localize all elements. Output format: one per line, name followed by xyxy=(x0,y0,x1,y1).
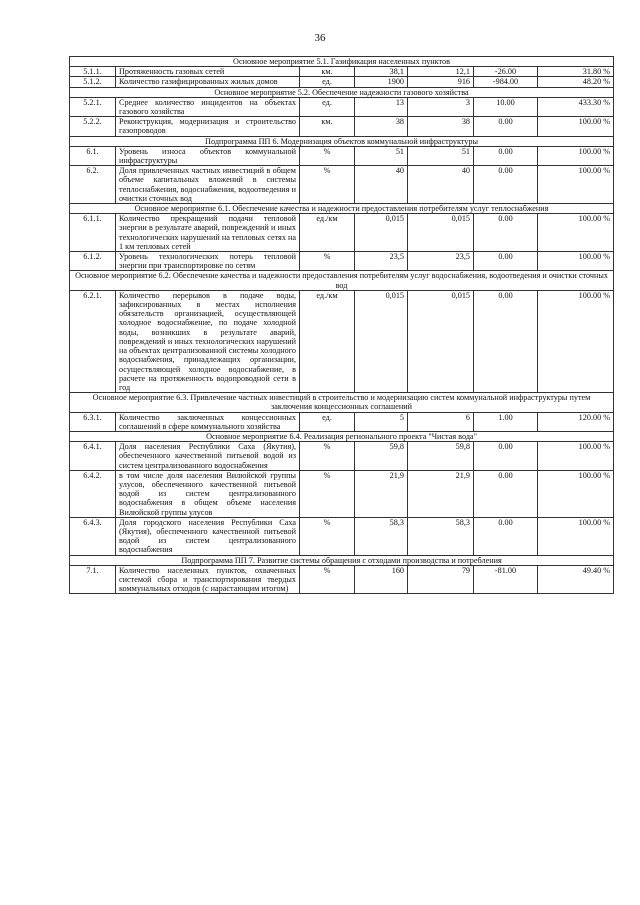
indicator-number: 6.2.1. xyxy=(70,290,116,392)
actual-value: 6 xyxy=(408,412,474,431)
section-title: Основное мероприятие 5.1. Газификация населенных пунктов xyxy=(70,57,614,67)
deviation-value: 0.00 xyxy=(474,290,538,392)
unit-of-measure: % xyxy=(300,252,355,271)
completion-percent: 48.20 % xyxy=(538,77,614,87)
actual-value: 40 xyxy=(408,166,474,204)
actual-value: 79 xyxy=(408,565,474,594)
actual-value: 58,3 xyxy=(408,517,474,555)
indicator-number: 5.1.2. xyxy=(70,77,116,87)
indicator-name: Среднее количество инцидентов на объектах газового хозяйства xyxy=(116,97,300,116)
completion-percent: 100.00 % xyxy=(538,470,614,517)
section-title: Подпрограмма ПП 7. Развитие системы обращения с отходами производства и потребления xyxy=(70,555,614,565)
indicator-number: 5.2.2. xyxy=(70,117,116,136)
table-row xyxy=(70,97,614,116)
deviation-value: -984.00 xyxy=(474,77,538,87)
unit-of-measure: ед./км xyxy=(300,290,355,392)
unit-of-measure: % xyxy=(300,517,355,555)
deviation-value: 1.00 xyxy=(474,412,538,431)
deviation-value: -81.00 xyxy=(474,565,538,594)
actual-value: 916 xyxy=(408,77,474,87)
table-row xyxy=(70,77,614,87)
indicator-number: 6.1.2. xyxy=(70,252,116,271)
deviation-value: 0.00 xyxy=(474,166,538,204)
indicator-name: Протяженность газовых сетей xyxy=(116,67,300,77)
section-header-row xyxy=(70,204,614,214)
completion-percent: 100.00 % xyxy=(538,146,614,165)
planned-value: 58,3 xyxy=(355,517,408,555)
unit-of-measure: % xyxy=(300,470,355,517)
unit-of-measure: % xyxy=(300,442,355,471)
planned-value: 40 xyxy=(355,166,408,204)
actual-value: 12,1 xyxy=(408,67,474,77)
completion-percent: 100.00 % xyxy=(538,166,614,204)
section-header-row xyxy=(70,87,614,97)
completion-percent: 31.80 % xyxy=(538,67,614,77)
section-title: Основное мероприятие 6.3. Привлечение частных инвестиций в строительство и модернизацию систем коммунальной инфраструктуры путем заключения концессионных соглашений xyxy=(70,393,614,412)
indicator-number: 5.1.1. xyxy=(70,67,116,77)
table-row xyxy=(70,517,614,555)
section-title: Основное мероприятие 6.2. Обеспечение качества и надежности предоставления потребителям услуг водоснабжения, водоотведения и очистки сточных вод xyxy=(70,271,614,290)
deviation-value: 0.00 xyxy=(474,214,538,252)
unit-of-measure: ед. xyxy=(300,77,355,87)
table-row xyxy=(70,470,614,517)
planned-value: 5 xyxy=(355,412,408,431)
table-row xyxy=(70,146,614,165)
completion-percent: 100.00 % xyxy=(538,517,614,555)
actual-value: 23,5 xyxy=(408,252,474,271)
section-header-row xyxy=(70,136,614,146)
deviation-value: -26.00 xyxy=(474,67,538,77)
indicator-number: 7.1. xyxy=(70,565,116,594)
indicator-number: 6.4.1. xyxy=(70,442,116,471)
indicator-name: Уровень износа объектов коммунальной инфраструктуры xyxy=(116,146,300,165)
table-row xyxy=(70,290,614,392)
indicator-name: Доля привлеченных частных инвестиций в общем объеме капитальных вложений в системы теплоснабжения, водоснабжения, водоотведения и очистки сточных вод xyxy=(116,166,300,204)
table-row xyxy=(70,214,614,252)
indicator-name: Реконструкция, модернизация и строительство газопроводов xyxy=(116,117,300,136)
completion-percent: 100.00 % xyxy=(538,290,614,392)
indicator-number: 6.1.1. xyxy=(70,214,116,252)
deviation-value: 0.00 xyxy=(474,470,538,517)
deviation-value: 0.00 xyxy=(474,517,538,555)
completion-percent: 100.00 % xyxy=(538,252,614,271)
planned-value: 38 xyxy=(355,117,408,136)
unit-of-measure: % xyxy=(300,565,355,594)
deviation-value: 10.00 xyxy=(474,97,538,116)
section-title: Основное мероприятие 5.2. Обеспечение надежности газового хозяйства xyxy=(70,87,614,97)
planned-value: 23,5 xyxy=(355,252,408,271)
indicators-table xyxy=(69,56,614,594)
planned-value: 160 xyxy=(355,565,408,594)
actual-value: 38 xyxy=(408,117,474,136)
planned-value: 38,1 xyxy=(355,67,408,77)
completion-percent: 100.00 % xyxy=(538,442,614,471)
completion-percent: 100.00 % xyxy=(538,214,614,252)
indicator-number: 6.3.1. xyxy=(70,412,116,431)
actual-value: 51 xyxy=(408,146,474,165)
actual-value: 0,015 xyxy=(408,214,474,252)
indicator-name: Количество населенных пунктов, охваченных системой сбора и транспортирования твердых коммунальных отходов (с нарастающим итогом) xyxy=(116,565,300,594)
planned-value: 0,015 xyxy=(355,290,408,392)
indicator-name: Уровень технологических потерь тепловой энергии при транспортировке по сетям xyxy=(116,252,300,271)
unit-of-measure: % xyxy=(300,146,355,165)
planned-value: 0,015 xyxy=(355,214,408,252)
table-row xyxy=(70,166,614,204)
unit-of-measure: ед. xyxy=(300,97,355,116)
deviation-value: 0.00 xyxy=(474,146,538,165)
completion-percent: 120.00 % xyxy=(538,412,614,431)
actual-value: 3 xyxy=(408,97,474,116)
unit-of-measure: км. xyxy=(300,117,355,136)
deviation-value: 0.00 xyxy=(474,252,538,271)
indicator-number: 6.4.3. xyxy=(70,517,116,555)
completion-percent: 100.00 % xyxy=(538,117,614,136)
indicator-name: Доля населения Республики Саха (Якутия), обеспеченного качественной питьевой водой из систем централизованного водоснабжения xyxy=(116,442,300,471)
page-number: 36 xyxy=(314,32,326,44)
indicator-number: 6.4.2. xyxy=(70,470,116,517)
table-row xyxy=(70,252,614,271)
deviation-value: 0.00 xyxy=(474,117,538,136)
unit-of-measure: % xyxy=(300,166,355,204)
completion-percent: 49.40 % xyxy=(538,565,614,594)
indicator-number: 6.1. xyxy=(70,146,116,165)
indicator-name: Доля городского населения Республики Саха (Якутия), обеспеченного качественной питьевой водой из систем централизованного водоснабжения xyxy=(116,517,300,555)
actual-value: 21,9 xyxy=(408,470,474,517)
indicator-name: Количество перерывов в подаче воды, зафиксированных в местах исполнения обязательств организацией, осуществляющей холодное водоснабжение, по подаче холодной воды, возникших в результате аварий, повреждений и иных технологических нарушений на объектах централизованной системы холодного водоснабжения, принадлежащих организации, осуществляющей холодное водоснабжение, в расчете на протяженность водопроводной сети в год xyxy=(116,290,300,392)
unit-of-measure: ед./км xyxy=(300,214,355,252)
table-row xyxy=(70,565,614,594)
deviation-value: 0.00 xyxy=(474,442,538,471)
actual-value: 59,8 xyxy=(408,442,474,471)
planned-value: 59,8 xyxy=(355,442,408,471)
section-header-row xyxy=(70,271,614,290)
planned-value: 13 xyxy=(355,97,408,116)
section-header-row xyxy=(70,431,614,441)
section-header-row xyxy=(70,555,614,565)
section-header-row xyxy=(70,393,614,412)
table-row xyxy=(70,412,614,431)
unit-of-measure: км. xyxy=(300,67,355,77)
unit-of-measure: ед. xyxy=(300,412,355,431)
planned-value: 1900 xyxy=(355,77,408,87)
planned-value: 21,9 xyxy=(355,470,408,517)
indicator-name: Количество газифицированных жилых домов xyxy=(116,77,300,87)
indicator-number: 6.2. xyxy=(70,166,116,204)
table-row xyxy=(70,67,614,77)
indicator-number: 5.2.1. xyxy=(70,97,116,116)
indicator-name: Количество прекращений подачи тепловой энергии в результате аварий, повреждений и иных технологических нарушений на тепловых сетях на 1 км тепловых сетей xyxy=(116,214,300,252)
table-row xyxy=(70,442,614,471)
indicator-name: в том числе доля населения Вилюйской группы улусов, обеспеченного качественной питьевой водой из систем централизованного водоснабжения в общем объеме населения Вилюйской группы улусов xyxy=(116,470,300,517)
section-title: Основное мероприятие 6.4. Реализация регионального проекта "Чистая вода" xyxy=(70,431,614,441)
planned-value: 51 xyxy=(355,146,408,165)
section-title: Основное мероприятие 6.1. Обеспечение качества и надежности предоставления потребителям услуг теплоснабжения xyxy=(70,204,614,214)
indicator-name: Количество заключенных концессионных соглашений в сфере коммунального хозяйства xyxy=(116,412,300,431)
table-row xyxy=(70,117,614,136)
section-title: Подпрограмма ПП 6. Модернизация объектов коммунальной инфраструктуры xyxy=(70,136,614,146)
completion-percent: 433.30 % xyxy=(538,97,614,116)
section-header-row xyxy=(70,57,614,67)
actual-value: 0,015 xyxy=(408,290,474,392)
